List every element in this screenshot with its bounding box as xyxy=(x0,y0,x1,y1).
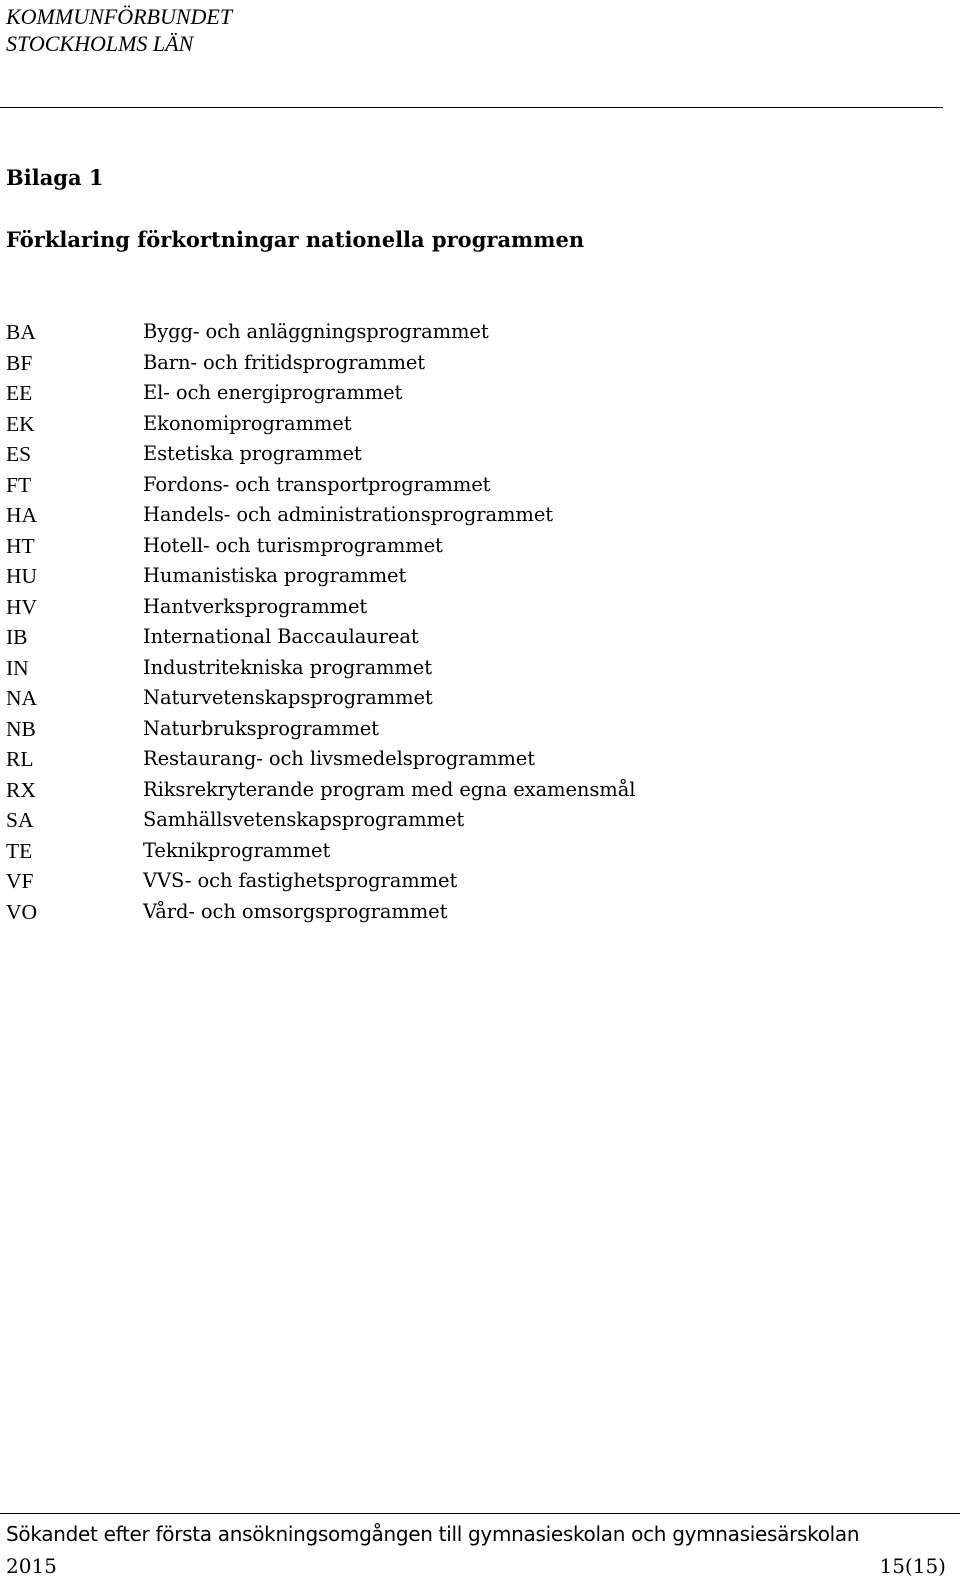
footer-divider xyxy=(0,1513,960,1514)
program-code: NB xyxy=(6,716,36,741)
abbreviation-list xyxy=(0,317,940,927)
program-code: RL xyxy=(6,747,34,771)
program-code: NA xyxy=(6,686,38,710)
program-code: HV xyxy=(6,594,38,619)
program-row xyxy=(0,744,940,775)
program-code: RX xyxy=(6,777,36,802)
organization-name-line-1: KOMMUNFÖRBUNDET xyxy=(6,4,233,29)
program-code: BA xyxy=(6,320,36,344)
program-row xyxy=(0,805,940,836)
header-divider xyxy=(0,107,943,108)
organization-name-line-2: STOCKHOLMS LÄN xyxy=(6,31,194,56)
program-row xyxy=(0,470,940,501)
program-name: Riksrekryterande program med egna examensmål xyxy=(143,777,636,801)
page-number: 15(15) xyxy=(879,1554,946,1578)
program-row xyxy=(0,775,940,806)
footer-year: 2015 xyxy=(6,1554,57,1578)
program-name: Ekonomiprogrammet xyxy=(143,411,352,435)
program-row xyxy=(0,622,940,653)
program-row xyxy=(0,531,940,562)
organization-name xyxy=(6,3,232,57)
program-code: HT xyxy=(6,533,35,558)
program-row xyxy=(0,897,940,928)
program-name: VVS- och fastighetsprogrammet xyxy=(143,869,458,892)
program-row xyxy=(0,561,940,592)
document-title: Förklaring förkortningar nationella programmen xyxy=(6,227,585,252)
program-name: Fordons- och transportprogrammet xyxy=(143,472,491,496)
program-name: Teknikprogrammet xyxy=(143,838,331,862)
program-name: Naturbruksprogrammet xyxy=(143,716,379,740)
program-row xyxy=(0,317,940,348)
program-name: Handels- och administrationsprogrammet xyxy=(143,503,553,526)
program-name: Samhällsvetenskapsprogrammet xyxy=(143,808,465,831)
program-code: SA xyxy=(6,808,34,832)
program-code: IN xyxy=(6,655,29,680)
program-name: Hantverksprogrammet xyxy=(143,594,368,618)
program-code: FT xyxy=(6,472,32,497)
program-row xyxy=(0,592,940,623)
program-code: TE xyxy=(6,838,33,863)
footer-text: Sökandet efter första ansökningsomgången till gymnasieskolan och gymnasiesärskolan xyxy=(6,1522,860,1546)
program-name: Hotell- och turismprogrammet xyxy=(143,533,443,557)
program-row xyxy=(0,653,940,684)
program-code: HA xyxy=(6,503,38,527)
program-code: VF xyxy=(6,869,34,893)
program-code: BF xyxy=(6,350,33,375)
program-name: El- och energiprogrammet xyxy=(143,381,403,404)
program-name: Bygg- och anläggningsprogrammet xyxy=(143,320,489,343)
program-code: ES xyxy=(6,442,32,466)
program-name: Restaurang- och livsmedelsprogrammet xyxy=(143,747,535,770)
program-name: Humanistiska programmet xyxy=(143,564,407,587)
program-row xyxy=(0,500,940,531)
program-name: Industritekniska programmet xyxy=(143,655,432,679)
program-code: HU xyxy=(6,564,38,588)
program-name: Barn- och fritidsprogrammet xyxy=(143,350,426,374)
program-code: VO xyxy=(6,899,38,924)
program-code: IB xyxy=(6,625,28,649)
program-name: Estetiska programmet xyxy=(143,442,362,465)
program-code: EE xyxy=(6,381,33,405)
program-row xyxy=(0,439,940,470)
program-row xyxy=(0,409,940,440)
program-name: Naturvetenskapsprogrammet xyxy=(143,686,433,709)
program-row xyxy=(0,683,940,714)
program-row xyxy=(0,378,940,409)
appendix-label: Bilaga 1 xyxy=(6,165,104,190)
program-row xyxy=(0,348,940,379)
program-name: Vård- och omsorgsprogrammet xyxy=(143,899,448,923)
program-row xyxy=(0,866,940,897)
program-row xyxy=(0,714,940,745)
program-name: International Baccaulaureat xyxy=(143,625,419,648)
program-code: EK xyxy=(6,411,35,436)
program-row xyxy=(0,836,940,867)
